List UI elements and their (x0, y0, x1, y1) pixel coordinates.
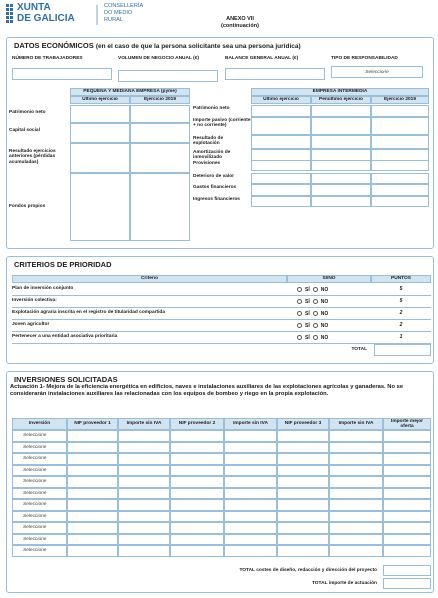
investment-col-header: NIF proveedor 3 (277, 418, 329, 430)
inter-col-2019: Ejercicio 2019 (371, 96, 429, 104)
investment-input[interactable] (67, 545, 118, 557)
inter-input[interactable] (311, 105, 371, 117)
total-design-label: TOTAL costes de diseño, redacción y dirección del proyecto (239, 568, 377, 573)
row-divider (12, 307, 431, 308)
investment-input[interactable] (224, 476, 277, 488)
criterion-label: Plan de inversión conjunto (12, 286, 74, 291)
total-label: TOTAL (351, 347, 367, 352)
inter-input[interactable] (371, 184, 429, 196)
pyme-row-label: Resultado ejercicios anteriores (pérdidas acumuladas) (9, 149, 56, 165)
radio-yes-icon[interactable] (297, 335, 302, 340)
investment-input[interactable] (383, 442, 431, 454)
no-label: NO (320, 310, 329, 317)
inter-input[interactable] (371, 173, 429, 184)
no-label: NO (320, 334, 329, 341)
investment-input[interactable] (118, 545, 170, 557)
investment-input[interactable] (170, 488, 224, 500)
investment-input[interactable] (224, 442, 277, 454)
radio-yes-icon[interactable] (297, 287, 302, 292)
criterion-label: Pertenecer a una entidad asociativa prioritaria (12, 334, 118, 339)
balance-input[interactable] (225, 68, 325, 80)
inter-input[interactable] (251, 135, 311, 149)
investment-input[interactable] (329, 465, 383, 477)
yes-no-radio-group[interactable] (297, 321, 371, 330)
investment-input[interactable] (329, 476, 383, 488)
investment-input[interactable] (329, 522, 383, 534)
investment-input[interactable] (67, 522, 118, 534)
investment-input[interactable] (383, 465, 431, 477)
inter-input[interactable] (251, 184, 311, 196)
investment-input[interactable] (383, 522, 431, 534)
criterion-points: 2 (399, 310, 403, 316)
inter-row-label: Gastos financieros (193, 185, 237, 190)
row-divider (12, 295, 431, 296)
inter-input[interactable] (311, 196, 371, 207)
investment-input[interactable] (277, 545, 329, 557)
investment-input[interactable] (170, 522, 224, 534)
inter-input[interactable] (371, 160, 429, 171)
logo-text (17, 2, 75, 24)
inter-row-label: Deterioro de valor (193, 174, 235, 179)
yes-no-radio-group[interactable] (297, 285, 371, 294)
investment-input[interactable] (118, 511, 170, 523)
field-label-responsibility: TIPO DE RESPONSABILIDAD (331, 56, 398, 61)
row-divider (12, 319, 431, 320)
pyme-input[interactable] (70, 123, 130, 143)
no-label: NO (320, 298, 329, 305)
intermediate-header: EMPRESA INTERMEDIA (251, 88, 429, 96)
field-label-turnover: VOLUMEN DE NEGOCIO ANUAL (€) (118, 56, 200, 61)
investment-input[interactable] (329, 534, 383, 546)
investments-title: INVERSIONES SOLICITADAS (14, 375, 118, 384)
radio-no-icon[interactable] (313, 323, 318, 328)
investment-input[interactable] (383, 453, 431, 465)
investment-input[interactable] (224, 430, 277, 442)
investment-input[interactable] (383, 476, 431, 488)
no-label: NO (320, 286, 329, 293)
responsibility-select[interactable]: Seleccione (331, 66, 423, 78)
dept-line1: CONSELLERÍA (104, 3, 144, 9)
yes-label: SÍ (305, 310, 310, 317)
investment-input[interactable] (67, 430, 118, 442)
col-yes-no: SÍ/NO (287, 275, 371, 283)
investment-type-select[interactable]: Seleccione (12, 488, 67, 500)
inter-row-label: Patrimonio neto (193, 106, 230, 111)
inter-row-label: Ingresos financieros (193, 197, 240, 202)
criterion-points: 2 (399, 322, 403, 328)
inter-input[interactable] (311, 135, 371, 149)
inter-input[interactable] (311, 117, 371, 135)
pyme-row-label: Capital social (9, 128, 40, 133)
investment-type-select[interactable]: Seleccione (12, 442, 67, 454)
priority-section (6, 256, 434, 364)
investment-input[interactable] (383, 545, 431, 557)
investment-input[interactable] (383, 511, 431, 523)
inter-row-label: Provisiones (193, 161, 221, 166)
investment-input[interactable] (67, 476, 118, 488)
investment-input[interactable] (224, 545, 277, 557)
investment-input[interactable] (67, 511, 118, 523)
investment-input[interactable] (170, 534, 224, 546)
pyme-input[interactable] (130, 123, 190, 143)
pyme-header: PEQUEÑA Y MEDIANA EMPRESA (pyme) (70, 88, 190, 96)
radio-yes-icon[interactable] (297, 299, 302, 304)
investment-input[interactable] (224, 511, 277, 523)
investment-input[interactable] (329, 488, 383, 500)
investment-col-header: Importe mejor oferta (383, 418, 431, 430)
investment-type-select[interactable]: Seleccione (12, 430, 67, 442)
investment-input[interactable] (277, 465, 329, 477)
investment-input[interactable] (67, 465, 118, 477)
annex-subtitle: (continuación) (221, 23, 259, 29)
investment-input[interactable] (329, 511, 383, 523)
investment-type-select[interactable]: Seleccione (12, 453, 67, 465)
radio-yes-icon[interactable] (297, 323, 302, 328)
dept-line3: RURAL (104, 17, 123, 23)
row-divider (12, 343, 431, 344)
pyme-input[interactable] (130, 143, 190, 173)
investment-type-select[interactable]: Seleccione (12, 476, 67, 488)
total-design-input[interactable] (383, 565, 431, 576)
economic-data-section (6, 37, 434, 249)
investment-input[interactable] (67, 499, 118, 511)
investment-col-header: NIF proveedor 2 (170, 418, 224, 430)
investments-section (6, 371, 434, 593)
pyme-col-last: Último ejercicio (70, 96, 130, 104)
criterion-label: Inversión colectiva: (12, 298, 57, 303)
investment-input[interactable] (224, 534, 277, 546)
pyme-row-label: Fondos propios (9, 204, 46, 209)
inter-row-label: Amortización de inmovilizado (193, 150, 231, 161)
investment-input[interactable] (67, 442, 118, 454)
pyme-col-2019: Ejercicio 2019 (130, 96, 190, 104)
inter-col-prev: Penúltimo ejercicio (311, 96, 371, 104)
inter-row-label: Importe pasivo (corriente + no corriente) (193, 118, 251, 129)
dept-line2: DO MEDIO (104, 10, 133, 16)
investment-input[interactable] (118, 499, 170, 511)
investment-input[interactable] (170, 499, 224, 511)
investment-input[interactable] (383, 499, 431, 511)
inter-row-label: Resultado de explotación (193, 136, 224, 147)
criterion-points: 1 (399, 334, 403, 340)
logo-line2: DE GALICIA (17, 13, 75, 24)
investment-input[interactable] (118, 522, 170, 534)
investment-input[interactable] (277, 522, 329, 534)
col-criterion: Criterio (12, 275, 287, 283)
investment-description: Actuación 1- Mejora de la eficiencia energética en edificios, naves e instalaciones auxiliares de las explotaciones agrícolas y ganaderas. No se considerarán instalaciones auxiliares las relacionadas con los equipos de bombeo y riego en la propia explotación. (10, 384, 404, 398)
investment-input[interactable] (224, 453, 277, 465)
inter-input[interactable] (251, 105, 311, 117)
investment-input[interactable] (67, 453, 118, 465)
investment-input[interactable] (277, 534, 329, 546)
investment-type-select[interactable]: Seleccione (12, 522, 67, 534)
priority-title: CRITERIOS DE PRIORIDAD (14, 260, 112, 269)
investment-input[interactable] (118, 453, 170, 465)
yes-no-radio-group[interactable] (297, 309, 371, 318)
investment-input[interactable] (277, 511, 329, 523)
radio-no-icon[interactable] (313, 287, 318, 292)
logo-line1: XUNTA (17, 2, 51, 13)
inter-input[interactable] (371, 135, 429, 149)
criterion-points: 5 (399, 286, 403, 292)
investment-input[interactable] (170, 545, 224, 557)
investment-type-select[interactable]: Seleccione (12, 499, 67, 511)
col-points: PUNTOS (371, 275, 431, 283)
investment-input[interactable] (118, 442, 170, 454)
investment-input[interactable] (170, 453, 224, 465)
yes-label: SÍ (305, 298, 310, 305)
yes-label: SÍ (305, 286, 310, 293)
turnover-input[interactable] (118, 70, 218, 82)
total-actuation-label: TOTAL importe de actuación (311, 581, 377, 586)
investment-col-header: NIF proveedor 1 (67, 418, 118, 430)
investment-input[interactable] (118, 465, 170, 477)
investment-input[interactable] (118, 488, 170, 500)
investment-input[interactable] (224, 499, 277, 511)
annex-title: ANEXO VII (226, 16, 254, 22)
total-points-input[interactable] (374, 344, 431, 356)
pyme-input[interactable] (70, 173, 130, 241)
investment-col-header: Importe sin IVA (224, 418, 277, 430)
investment-input[interactable] (277, 453, 329, 465)
inter-input[interactable] (251, 117, 311, 135)
investment-input[interactable] (329, 453, 383, 465)
investment-input[interactable] (170, 465, 224, 477)
yes-label: SÍ (305, 334, 310, 341)
investment-input[interactable] (170, 442, 224, 454)
inter-col-last: Último ejercicio (251, 96, 311, 104)
row-divider (12, 331, 431, 332)
radio-no-icon[interactable] (313, 311, 318, 316)
investment-input[interactable] (67, 488, 118, 500)
inter-input[interactable] (371, 105, 429, 117)
inter-input[interactable] (311, 184, 371, 196)
criterion-label: Explotación agraria inscrita en el registro de titularidad compartida (12, 310, 166, 315)
yes-no-radio-group[interactable] (297, 297, 371, 306)
investment-input[interactable] (224, 465, 277, 477)
inter-input[interactable] (371, 117, 429, 135)
investment-input[interactable] (277, 476, 329, 488)
inter-input[interactable] (251, 160, 311, 171)
criterion-label: Joven agricultor (12, 322, 50, 327)
investment-input[interactable] (277, 442, 329, 454)
inter-input[interactable] (371, 196, 429, 207)
dept-text (104, 3, 143, 24)
investment-input[interactable] (329, 442, 383, 454)
yes-label: SÍ (305, 322, 310, 329)
investment-input[interactable] (224, 488, 277, 500)
investment-type-select[interactable]: Seleccione (12, 545, 67, 557)
investment-input[interactable] (383, 488, 431, 500)
inter-input[interactable] (311, 173, 371, 184)
investment-input[interactable] (224, 522, 277, 534)
inter-input[interactable] (251, 196, 311, 207)
investment-col-header: Importe sin IVA (118, 418, 170, 430)
pyme-input[interactable] (70, 143, 130, 173)
economic-subtitle: (en el caso de que la persona solicitante sea una persona jurídica) (95, 43, 301, 50)
section-title (14, 41, 301, 50)
economic-title: DATOS ECONÓMICOS (14, 41, 94, 50)
no-label: NO (320, 322, 329, 329)
radio-yes-icon[interactable] (297, 311, 302, 316)
investment-input[interactable] (329, 430, 383, 442)
investment-input[interactable] (170, 430, 224, 442)
field-label-balance: BALANCE GENERAL ANUAL (€) (225, 56, 299, 61)
annex-heading (150, 16, 330, 30)
investment-input[interactable] (329, 545, 383, 557)
investment-input[interactable] (118, 476, 170, 488)
radio-no-icon[interactable] (313, 335, 318, 340)
investment-input[interactable] (118, 430, 170, 442)
investment-col-header: Inversión (12, 418, 67, 430)
workers-input[interactable] (12, 68, 112, 80)
total-actuation-input[interactable] (383, 578, 431, 589)
investment-input[interactable] (277, 499, 329, 511)
investment-input[interactable] (329, 499, 383, 511)
pyme-input[interactable] (130, 173, 190, 241)
inter-input[interactable] (311, 160, 371, 171)
investment-col-header: Importe sin IVA (329, 418, 383, 430)
investment-type-select[interactable]: Seleccione (12, 465, 67, 477)
investment-input[interactable] (118, 534, 170, 546)
pyme-row-label: Patrimonio neto (9, 110, 46, 115)
investment-input[interactable] (67, 534, 118, 546)
criterion-points: 5 (399, 298, 403, 304)
investment-input[interactable] (383, 430, 431, 442)
investment-type-select[interactable]: Seleccione (12, 511, 67, 523)
pyme-input[interactable] (130, 105, 190, 123)
investment-input[interactable] (170, 476, 224, 488)
investment-input[interactable] (277, 430, 329, 442)
field-label-workers: NÚMERO DE TRABAJADORES (12, 56, 83, 61)
pyme-input[interactable] (70, 105, 130, 123)
investment-type-select[interactable]: Seleccione (12, 534, 67, 546)
investment-input[interactable] (277, 488, 329, 500)
inter-input[interactable] (251, 173, 311, 184)
investment-input[interactable] (383, 534, 431, 546)
radio-no-icon[interactable] (313, 299, 318, 304)
investment-input[interactable] (170, 511, 224, 523)
yes-no-radio-group[interactable] (297, 333, 371, 342)
xunta-logo (4, 2, 144, 26)
